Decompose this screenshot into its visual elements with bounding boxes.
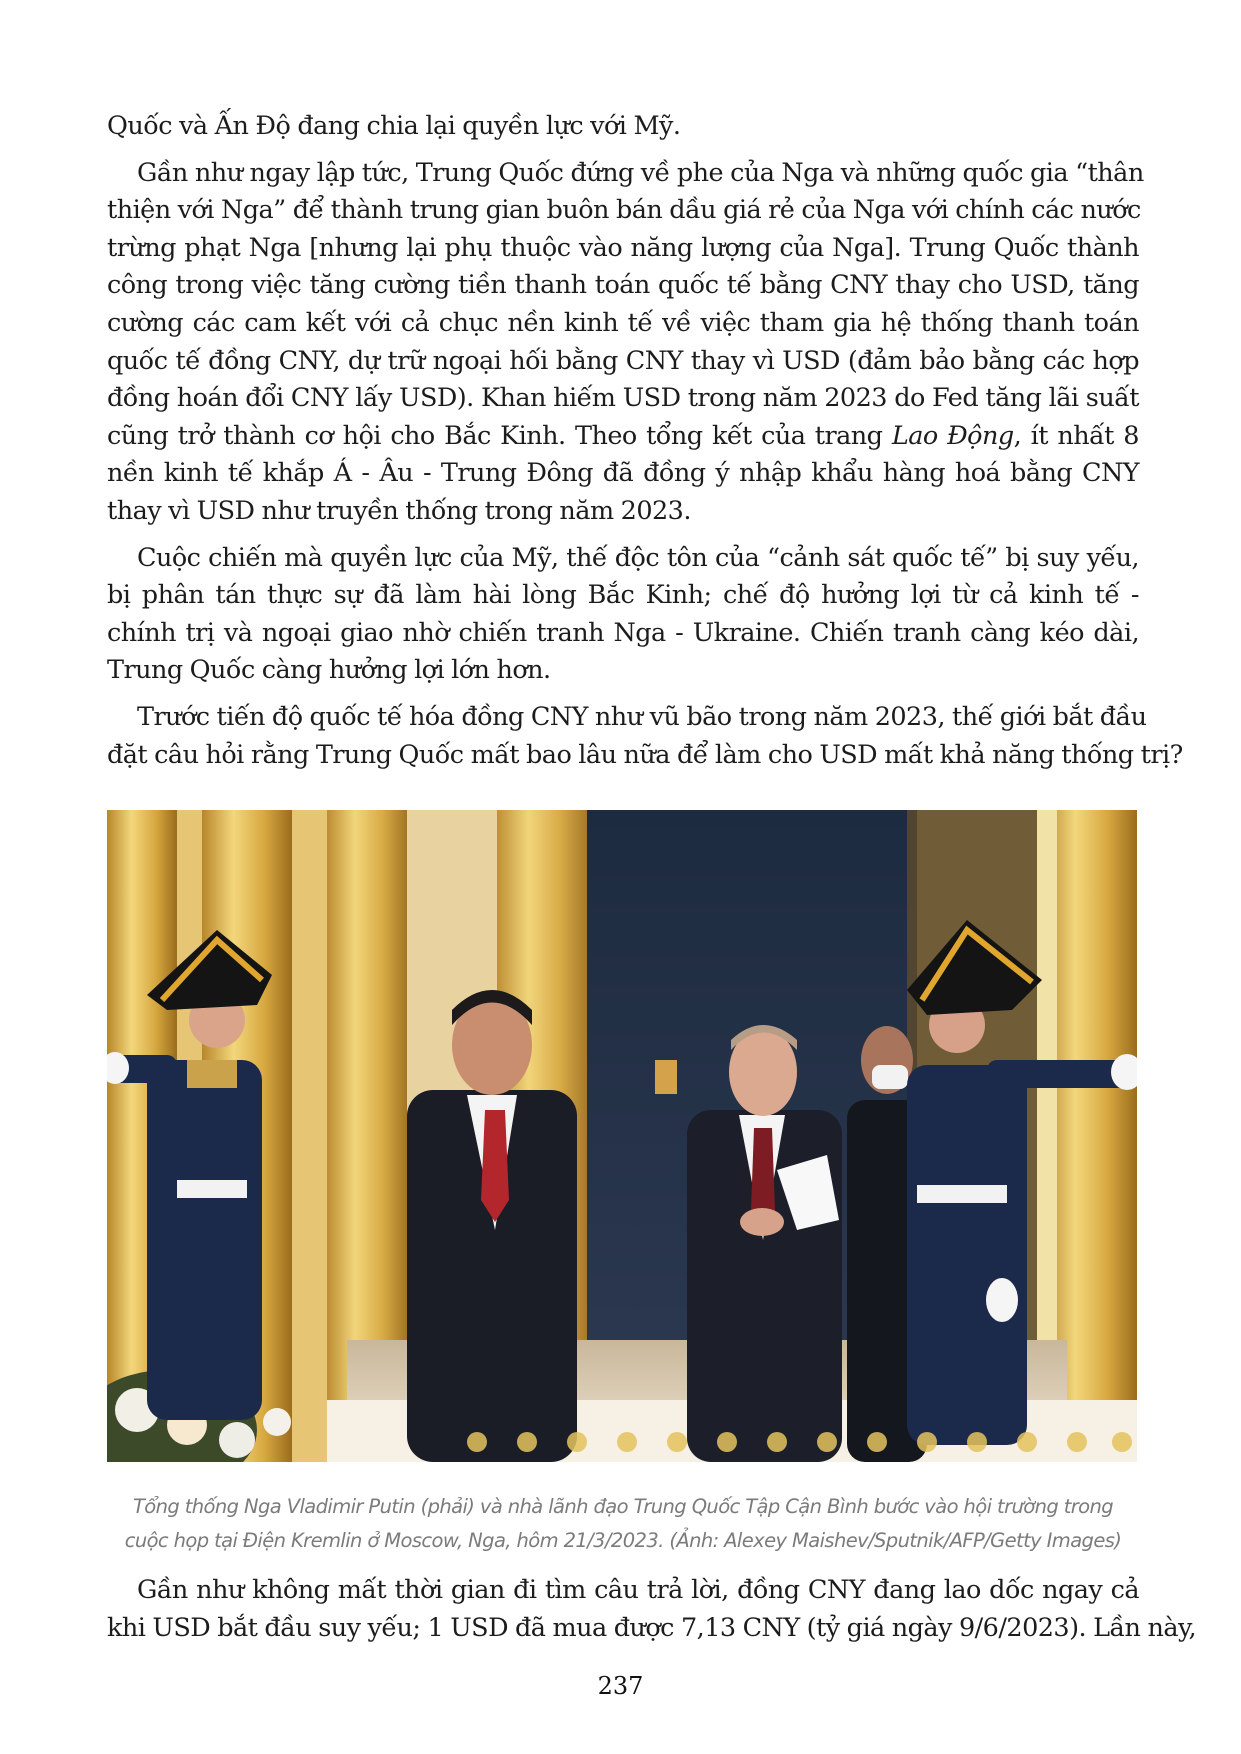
- caption-line: cuộc họp tại Điện Kremlin ở Moscow, Nga, hôm 21/3/2023. (Ảnh: Alexey Maishev/Sputnik/AFP/Getty Images): [124, 1529, 1122, 1552]
- text-line: đồng hoán đổi CNY lấy USD). Khan hiếm USD trong năm 2023 do Fed tăng lãi suất: [107, 383, 1139, 414]
- paragraph-2: [107, 155, 1144, 531]
- text-line: Gần như không mất thời gian đi tìm câu trả lời, đồng CNY đang lao dốc ngay cả: [137, 1575, 1139, 1605]
- caption-line: Tổng thống Nga Vladimir Putin (phải) và nhà lãnh đạo Trung Quốc Tập Cận Bình bước vào hội trường trong: [132, 1495, 1114, 1518]
- text-line: Trung Quốc càng hưởng lợi lớn hơn.: [107, 655, 551, 686]
- body-text-top: [107, 108, 1183, 774]
- text-line: Trước tiến độ quốc tế hóa đồng CNY như vũ bão trong năm 2023, thế giới bắt đầu: [137, 701, 1147, 732]
- text-line-with-source: [107, 418, 1139, 456]
- paragraph-4: [107, 699, 1183, 774]
- text-line: khi USD bắt đầu suy yếu; 1 USD đã mua được 7,13 CNY (tỷ giá ngày 9/6/2023). Lần này,: [107, 1612, 1197, 1643]
- kremlin-meeting-photo: [107, 810, 1137, 1462]
- text-line: thay vì USD như truyền thống trong năm 2023.: [107, 495, 691, 526]
- text-line: Quốc và Ấn Độ đang chia lại quyền lực với Mỹ.: [107, 111, 681, 141]
- paragraph-1: [107, 108, 1139, 146]
- text-line: quốc tế đồng CNY, dự trữ ngoại hối bằng CNY thay vì USD (đảm bảo bằng các hợp: [107, 345, 1139, 376]
- text-line: Cuộc chiến mà quyền lực của Mỹ, thế độc tôn của “cảnh sát quốc tế” bị suy yếu,: [137, 542, 1139, 573]
- text-line: đặt câu hỏi rằng Trung Quốc mất bao lâu nữa để làm cho USD mất khả năng thống trị?: [107, 739, 1183, 770]
- body-text-bottom: [107, 1572, 1197, 1647]
- source-name-italic: Lao Động: [891, 420, 1014, 451]
- text-line: Gần như ngay lập tức, Trung Quốc đứng về phe của Nga và những quốc gia “thân: [137, 157, 1144, 188]
- text-line: cường các cam kết với cả chục nền kinh tế về việc tham gia hệ thống thanh toán: [107, 307, 1139, 338]
- text-line: trừng phạt Nga [nhưng lại phụ thuộc vào năng lượng của Nga]. Trung Quốc thành: [107, 232, 1139, 263]
- text-segment: cũng trở thành cơ hội cho Bắc Kinh. Theo tổng kết của trang: [107, 420, 892, 451]
- text-line: bị phân tán thực sự đã làm hài lòng Bắc Kinh; chế độ hưởng lợi từ cả kinh tế -: [107, 580, 1139, 611]
- text-line: công trong việc tăng cường tiền thanh toán quốc tế bằng CNY thay cho USD, tăng: [107, 270, 1139, 301]
- page-number: 237: [597, 1672, 644, 1700]
- text-line: thiện với Nga” để thành trung gian buôn bán dầu giá rẻ của Nga với chính các nước: [107, 195, 1141, 226]
- text-line: chính trị và ngoại giao nhờ chiến tranh Nga - Ukraine. Chiến tranh càng kéo dài,: [107, 617, 1139, 648]
- paragraph-3: [107, 540, 1139, 690]
- text-line: nền kinh tế khắp Á - Âu - Trung Đông đã đồng ý nhập khẩu hàng hoá bằng CNY: [107, 458, 1139, 489]
- photo-caption: [107, 1490, 1139, 1558]
- text-segment: , ít nhất 8: [1013, 420, 1139, 451]
- paragraph-5: [107, 1572, 1197, 1647]
